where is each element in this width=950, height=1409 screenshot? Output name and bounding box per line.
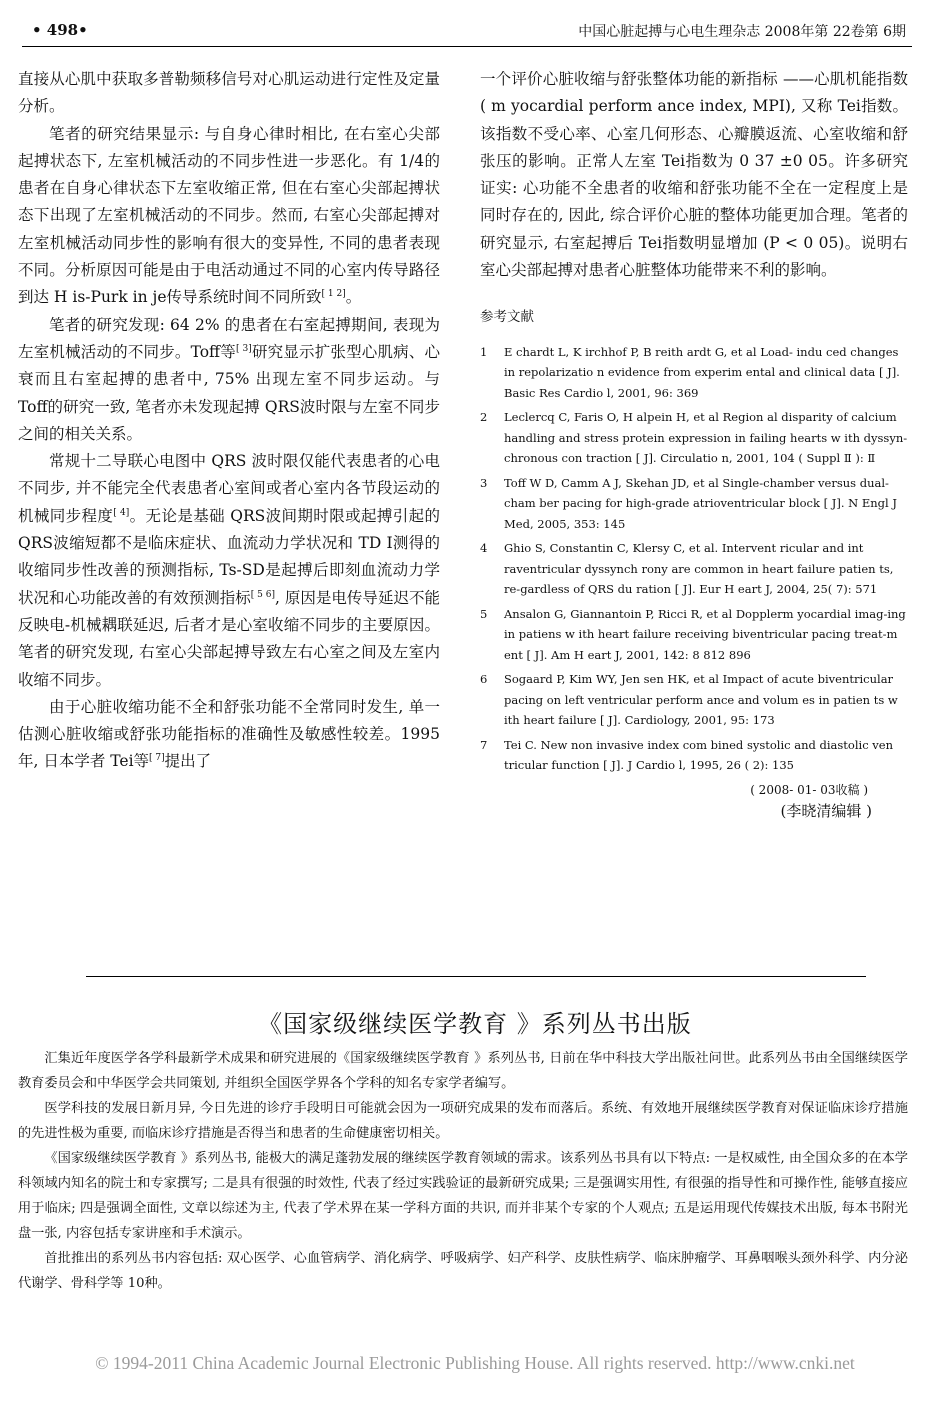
paragraph bbox=[18, 694, 440, 776]
reference-number: 3 bbox=[480, 475, 488, 490]
reference-text: Ghio S, Constantin C, Klersy C, et al. Intervent ricular and int raventricular dyssynch rony are common in heart failure patien ts, re-gardless of QRS du ration [ J]. Eur H eart J, 2004, 25( 7): 571 bbox=[504, 541, 894, 597]
reference-number: 2 bbox=[480, 410, 488, 425]
citation: [ 7] bbox=[149, 753, 165, 764]
notice-paragraph: 医学科技的发展日新月异, 今日先进的诊疗手段明日可能就会因为一项研究成果的发布而落后。系统、有效地开展继续医学教育对保证临床诊疗措施的先进性极为重要, 而临床诊疗措施是否得当和患者的生命健康密切相关。 bbox=[18, 1101, 908, 1141]
page-number: • 498• bbox=[32, 21, 88, 39]
reference-number: 4 bbox=[480, 541, 488, 556]
reference-item bbox=[480, 342, 908, 404]
reference-number: 6 bbox=[480, 672, 488, 687]
paragraph bbox=[18, 121, 440, 312]
citation: [ 4] bbox=[113, 507, 130, 518]
reference-text: Toff W D, Camm A J, Skehan JD, et al Single-chamber versus dual-cham ber pacing for high-grade atrioventricular block [ J]. N Engl J Med, 2005, 353: 145 bbox=[504, 475, 897, 531]
paragraph bbox=[18, 448, 440, 694]
reference-item bbox=[480, 669, 908, 731]
paragraph-text: 研究显示扩张型心肌病、心衰而且右室起搏的患者中, 75% 出现左室不同步运动。与 Toff的研究一致, 笔者亦未发现起搏 QRS波时限与左室不同步之间的相关关系。 bbox=[18, 342, 441, 443]
journal-info: 中国心脏起搏与心电生理杂志 2008年第 22卷第 6期 bbox=[578, 24, 906, 40]
paragraph: 直接从心肌中获取多普勒频移信号对心肌运动进行定性及定量分析。 bbox=[18, 70, 440, 116]
paragraph-text: 提出了 bbox=[164, 752, 212, 771]
paragraph-text: , 原因是电传导延迟不能反映电-机械耦联延迟, 后者才是心室收缩不同步的主要原因。笔者的研究发现, 右室心尖部起搏导致左右心室之间及左室内收缩不同步。 bbox=[18, 588, 440, 689]
reference-item bbox=[480, 407, 908, 469]
reference-text: Sogaard P, Kim WY, Jen sen HK, et al Impact of acute biventricular pacing on left ventricular perform ance and volum es in patien ts w ith heart failure [ J]. Cardiology, 2001, 95: 173 bbox=[504, 672, 898, 728]
left-column bbox=[18, 66, 440, 776]
notice-paragraph: 首批推出的系列丛书内容包括: 双心医学、心血管病学、消化病学、呼吸病学、妇产科学、皮肤性病学、临床肿瘤学、耳鼻咽喉头颈外科学、内分泌代谢学、骨科学等 10种。 bbox=[18, 1251, 908, 1291]
right-column bbox=[480, 66, 908, 822]
editor-credit: (李晓清编辑 ) bbox=[780, 801, 872, 820]
citation: [ 3] bbox=[235, 343, 252, 354]
reference-number: 7 bbox=[480, 737, 488, 752]
reference-text: Ansalon G, Giannantoin P, Ricci R, et al Dopplerm yocardial imag-ing in patiens w ith heart failure receiving biventricular pacing treat-m ent [ J]. Am H eart J, 2001, 142: 8 812 896 bbox=[504, 606, 906, 662]
reference-text: Leclercq C, Faris O, H alpein H, et al Region al disparity of calcium handling and stress protein expression in failing hearts w ith dyssyn-chronous con traction [ J]. Circulatio n, 2001, 104 ( Suppl Ⅱ ): Ⅱ bbox=[504, 410, 908, 466]
notice-paragraph: 《国家级继续医学教育 》系列丛书, 能极大的满足蓬勃发展的继续医学教育领域的需求。该系列丛书具有以下特点: 一是权威性, 由全国众多的在本学科领域内知名的院士和专家撰写; 二是具有很强的时效性, 代表了经过实践验证的最新研究成果; 三是强调实用性, 有很强的指导性和可操作性, 能够直接应用于临床; 四是强调全面性, 文章以综述为主, 代表了学术界在某一学科方面的共识, 而并非某个专家的个人观点; 五是运用现代传媒技术出版, 每本书附光盘一张, 内容包括专家讲座和手术演示。 bbox=[18, 1151, 908, 1241]
citation: [ 1 2] bbox=[321, 289, 346, 300]
reference-text: E chardt L, K irchhof P, B reith ardt G, et al Load- indu ced changes in repolarizatio n evidence from experim ental and clinical data [ J]. Basic Res Cardio l, 2001, 96: 369 bbox=[504, 344, 900, 400]
notice-title: 《国家级继续医学教育 》系列丛书出版 bbox=[258, 1010, 692, 1038]
paragraph-text: 。 bbox=[345, 288, 362, 307]
received-date: ( 2008- 01- 03收稿 ) bbox=[750, 782, 868, 797]
paragraph-text: 由于心脏收缩功能不全和舒张功能不全常同时发生, 单一估测心脏收缩或舒张功能指标的准确性及敏感性较差。1995 年, 日本学者 Tei等 bbox=[18, 697, 440, 771]
reference-item bbox=[480, 604, 908, 666]
paragraph-text: 常规十二导联心电图中 QRS 波时限仅能代表患者的心电不同步, 并不能完全代表患者心室间或者心室内各节段运动的机械同步程度 bbox=[18, 452, 440, 525]
paragraph bbox=[18, 312, 440, 448]
section-divider bbox=[86, 976, 866, 977]
citation: [ 5 6] bbox=[250, 589, 275, 600]
paragraph-text: 笔者的研究发现: 64 2% 的患者在右室起搏期间, 表现为左室机械活动的不同步。Toff等 bbox=[18, 315, 440, 361]
page-header bbox=[22, 18, 912, 47]
paragraph: 一个评价心脏收缩与舒张整体功能的新指标 ——心肌机能指数 ( m yocardial perform ance index, MPI), 又称 Tei指数。该指数不受心率、心室几何形态、心瓣膜返流、心室收缩和舒张压的影响。正常人左室 Tei指数为 0 37 ±0 05。许多研究证实: 心功能不全患者的收缩和舒张功能不全在一定程度上是同时存在的, 因此, 综合评价心脏的整体功能更加合理。笔者的研究显示, 右室起搏后 Tei指数明显增加 (P < 0 05)。说明右室心尖部起搏对患者心脏整体功能带来不利的影响。 bbox=[480, 70, 908, 280]
reference-item bbox=[480, 473, 908, 535]
reference-item bbox=[480, 735, 908, 776]
reference-text: Tei C. New non invasive index com bined systolic and diastolic ven tricular function [ J]. J Cardio l, 1995, 26 ( 2): 135 bbox=[504, 737, 894, 773]
copyright-watermark: © 1994-2011 China Academic Journal Electronic Publishing House. All rights reserved. http://www.cnki.net bbox=[95, 1353, 855, 1373]
reference-number: 5 bbox=[480, 606, 488, 621]
references-title: 参考文献 bbox=[480, 309, 534, 326]
references-list bbox=[480, 342, 908, 776]
notice-body bbox=[18, 1046, 908, 1296]
paragraph-text: 。无论是基础 QRS波间期时限或起搏引起的 QRS波缩短都不是临床症状、血流动力学状况和 TD I测得的收缩同步性改善的预测指标, Ts-SD是起搏后即刻血流动力学状况和心功能改善的有效预测指标 bbox=[18, 506, 440, 607]
reference-number: 1 bbox=[480, 344, 488, 359]
reference-item bbox=[480, 538, 908, 600]
notice-paragraph: 汇集近年度医学各学科最新学术成果和研究进展的《国家级继续医学教育 》系列丛书, 日前在华中科技大学出版社问世。此系列丛书由全国继续医学教育委员会和中华医学会共同策划, 并组织全国医学界各个学科的知名专家学者编写。 bbox=[18, 1051, 908, 1091]
paragraph-text: 笔者的研究结果显示: 与自身心律时相比, 在右室心尖部起搏状态下, 左室机械活动的不同步性进一步恶化。有 1/4的患者在自身心律状态下左室收缩正常, 但在右室心尖部起搏状态下出现了左室机械活动的不同步。然而, 右室心尖部起搏对左室机械活动同步性的影响有很大的变异性, 不同的患者表现不同。分析原因可能是由于电活动通过不同的心室内传导路径到达 H is-Purk in je传导系统时间不同所致 bbox=[18, 124, 440, 307]
